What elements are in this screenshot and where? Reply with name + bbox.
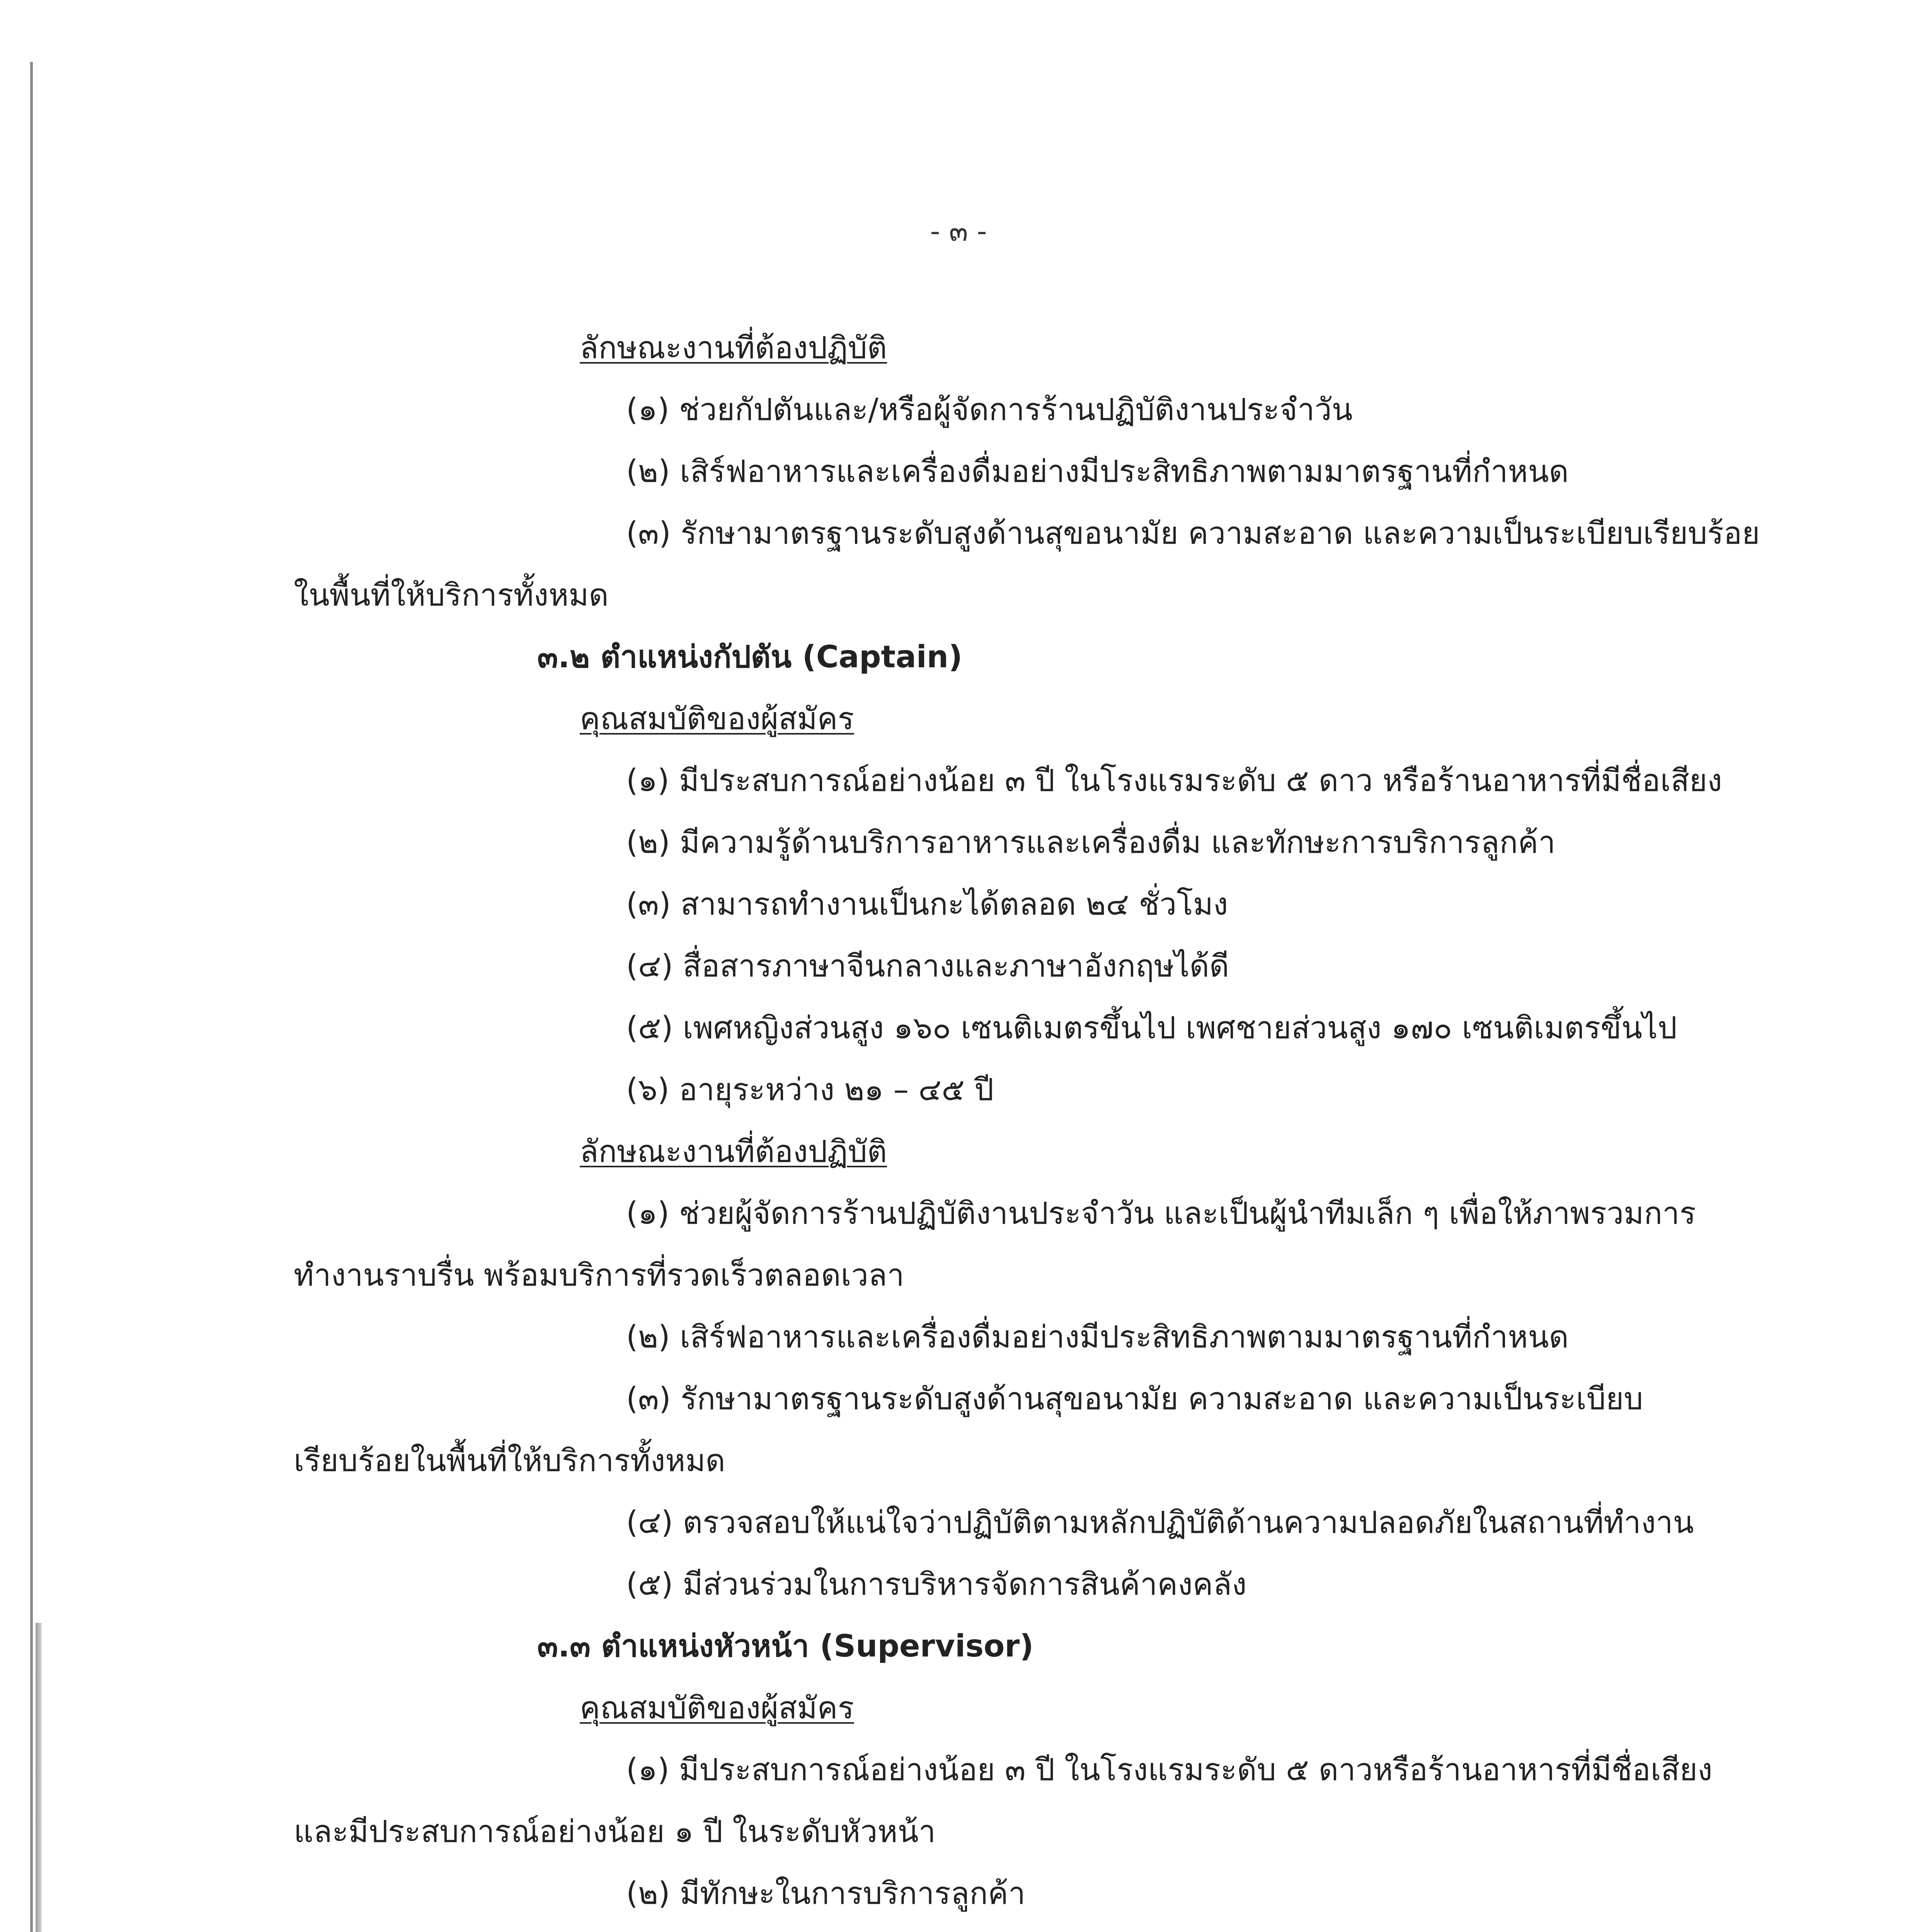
list-item: (๒) มีความรู้ด้านบริการอาหารและเครื่องดื่ม และทักษะการบริการลูกค้า (626, 825, 1556, 860)
list-item: (๒) เสิร์ฟอาหารและเครื่องดื่มอย่างมีประสิทธิภาพตามมาตรฐานที่กำหนด (626, 454, 1569, 489)
list-item: (๕) เพศหญิงส่วนสูง ๑๖๐ เซนติเมตรขึ้นไป เพศชายส่วนสูง ๑๗๐ เซนติเมตรขึ้นไป (626, 1010, 1677, 1046)
list-item: (๔) ตรวจสอบให้แน่ใจว่าปฏิบัติตามหลักปฏิบัติด้านความปลอดภัยในสถานที่ทำงาน (626, 1505, 1694, 1540)
list-item: (๒) มีทักษะในการบริการลูกค้า (626, 1876, 1026, 1911)
list-item: (๓) รักษามาตรฐานระดับสูงด้านสุขอนามัย ความสะอาด และความเป็นระเบียบ (626, 1381, 1643, 1417)
section-heading-qualifications: คุณสมบัติของผู้สมัคร (580, 701, 854, 736)
list-item: (๕) มีส่วนร่วมในการบริหารจัดการสินค้าคงคลัง (626, 1566, 1247, 1602)
list-item: (๑) ช่วยผู้จัดการร้านปฏิบัติงานประจำวัน และเป็นผู้นำทีมเล็ก ๆ เพื่อให้ภาพรวมการ (626, 1196, 1696, 1231)
position-heading-captain: ๓.๒ ตำแหน่งกัปตัน (Captain) (537, 639, 963, 675)
list-item: (๖) อายุระหว่าง ๒๑ – ๔๕ ปี (626, 1072, 994, 1107)
scan-shadow-left (36, 1623, 42, 1932)
list-item-continuation: เรียบร้อยในพื้นที่ให้บริการทั้งหมด (294, 1443, 725, 1478)
list-item: (๓) สามารถทำงานเป็นกะได้ตลอด ๒๔ ชั่วโมง (626, 886, 1228, 922)
list-item: (๑) ช่วยกัปตันและ/หรือผู้จัดการร้านปฏิบัติงานประจำวัน (626, 392, 1353, 427)
list-item: (๒) เสิร์ฟอาหารและเครื่องดื่มอย่างมีประสิทธิภาพตามมาตรฐานที่กำหนด (626, 1319, 1569, 1355)
scan-edge-left (30, 62, 33, 1932)
list-item-continuation: ในพื้นที่ให้บริการทั้งหมด (294, 577, 609, 613)
list-item: (๓) รักษามาตรฐานระดับสูงด้านสุขอนามัย ความสะอาด และความเป็นระเบียบเรียบร้อย (626, 515, 1760, 551)
section-heading-duties: ลักษณะงานที่ต้องปฏิบัติ (580, 1134, 887, 1169)
list-item: (๑) มีประสบการณ์อย่างน้อย ๓ ปี ในโรงแรมระดับ ๕ ดาวหรือร้านอาหารที่มีชื่อเสียง (626, 1752, 1713, 1787)
list-item-continuation: ทำงานราบรื่น พร้อมบริการที่รวดเร็วตลอดเวลา (294, 1257, 904, 1293)
position-heading-supervisor: ๓.๓ ตำแหน่งหัวหน้า (Supervisor) (537, 1628, 1034, 1664)
list-item: (๔) สื่อสารภาษาจีนกลางและภาษาอังกฤษได้ดี (626, 948, 1229, 984)
page-number: - ๓ - (930, 215, 987, 247)
section-heading-qualifications: คุณสมบัติของผู้สมัคร (580, 1690, 854, 1726)
list-item: (๑) มีประสบการณ์อย่างน้อย ๓ ปี ในโรงแรมระดับ ๕ ดาว หรือร้านอาหารที่มีชื่อเสียง (626, 763, 1722, 798)
list-item-continuation: และมีประสบการณ์อย่างน้อย ๑ ปี ในระดับหัวหน้า (294, 1814, 936, 1849)
section-heading-duties: ลักษณะงานที่ต้องปฏิบัติ (580, 330, 887, 366)
